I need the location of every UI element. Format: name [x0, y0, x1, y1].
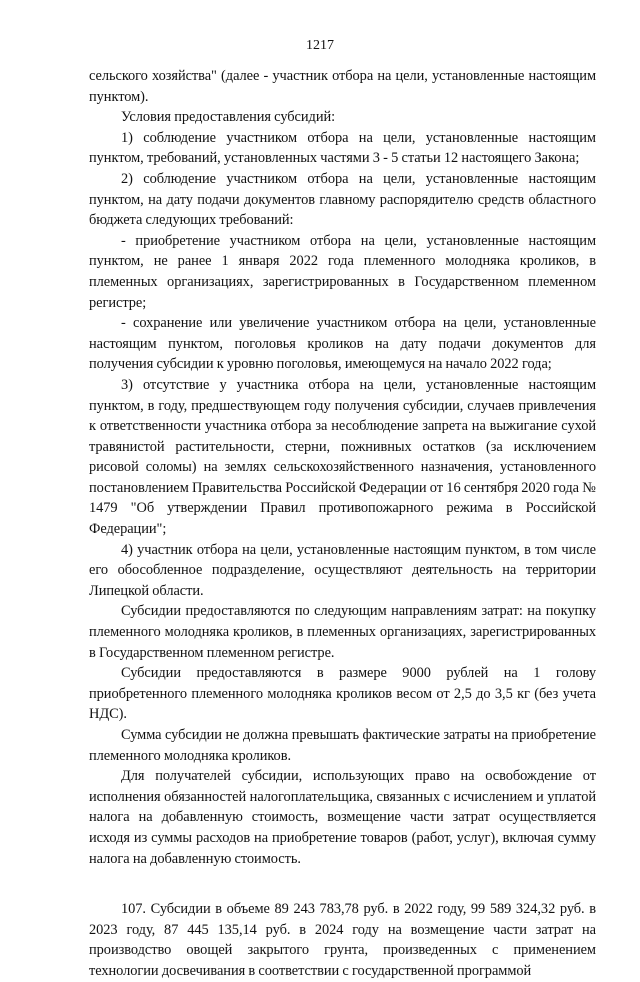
- paragraph-condition-1: 1) соблюдение участником отбора на цели, установленные настоящим пунктом, требований, установленных частями 3 - 5 статьи 12 настоящего Закона;: [89, 129, 596, 167]
- paragraph-condition-2-item-livestock: - сохранение или увеличение участником отбора на цели, установленные настоящим пунктом, поголовья кроликов на дату подачи документов для получения субсидии к уровню поголовья, имеющемуся на начало 2022 года;: [89, 315, 596, 373]
- paragraph-subsidy-amount: Субсидии предоставляются в размере 9000 рублей на 1 голову приобретенного племенного молодняка кроликов весом от 2,5 до 3,5 кг (без учета НДС).: [89, 665, 596, 723]
- document-body: [89, 66, 596, 982]
- paragraph-cost-directions: Субсидии предоставляются по следующим направлениям затрат: на покупку племенного молодняка кроликов, в племенных организациях, зарегистрированных в Государственном племенном регистре.: [89, 603, 596, 661]
- paragraph-vat-note: Для получателей субсидии, использующих право на освобождение от исполнения обязанностей налогоплательщика, связанных с исчислением и уплатой налога на добавленную стоимость, возмещение части затрат осуществляется исходя из суммы расходов на приобретение товаров (работ, услуг), включая сумму налога на добавленную стоимость.: [89, 768, 596, 867]
- paragraph-condition-4: 4) участник отбора на цели, установленные настоящим пунктом, в том числе его обособленное подразделение, осуществляют деятельность на территории Липецкой области.: [89, 541, 596, 599]
- paragraph-item-107: 107. Субсидии в объеме 89 243 783,78 руб. в 2022 году, 99 589 324,32 руб. в 2023 году, 87 445 135,14 руб. в 2024 году на возмещение части затрат на производство овощей закрытого грунта, произведенных с применением технологии досвечивания в соответствии с государственной программой: [89, 901, 596, 979]
- paragraph-subsidy-limit: Сумма субсидии не должна превышать фактические затраты на приобретение племенного молодняка кроликов.: [89, 727, 596, 764]
- paragraph-conditions-heading: Условия предоставления субсидий:: [121, 109, 336, 126]
- page-number: 1217: [306, 38, 334, 53]
- paragraph-condition-2-item-purchase: - приобретение участником отбора на цели, установленные настоящим пунктом, не ранее 1 января 2022 года племенного молодняка кроликов, в племенных организациях, зарегистрированных в Государственном племенном регистре;: [89, 232, 596, 311]
- paragraph-condition-3: 3) отсутствие у участника отбора на цели, установленные настоящим пунктом, в году, предшествующем году получения субсидии, случаев привлечения к ответственности участника отбора за несоблюдение запрета на выжигание сухой травянистой растительности, стерни, пожнивных остатков (за исключением рисовой соломы) на землях сельскохозяйственного назначения, установленного постановлением Правительства Российской Федерации от 16 сентября 2020 года № 1479 "Об утверждении Правил противопожарного режима в Российской Федерации";: [89, 376, 596, 538]
- paragraph-continuation: сельского хозяйства" (далее - участник отбора на цели, установленные настоящим пунктом).: [89, 68, 596, 105]
- paragraph-condition-2: 2) соблюдение участником отбора на цели, установленные настоящим пунктом, на дату подачи документов главному распорядителю средств областного бюджета следующих требований:: [89, 170, 596, 229]
